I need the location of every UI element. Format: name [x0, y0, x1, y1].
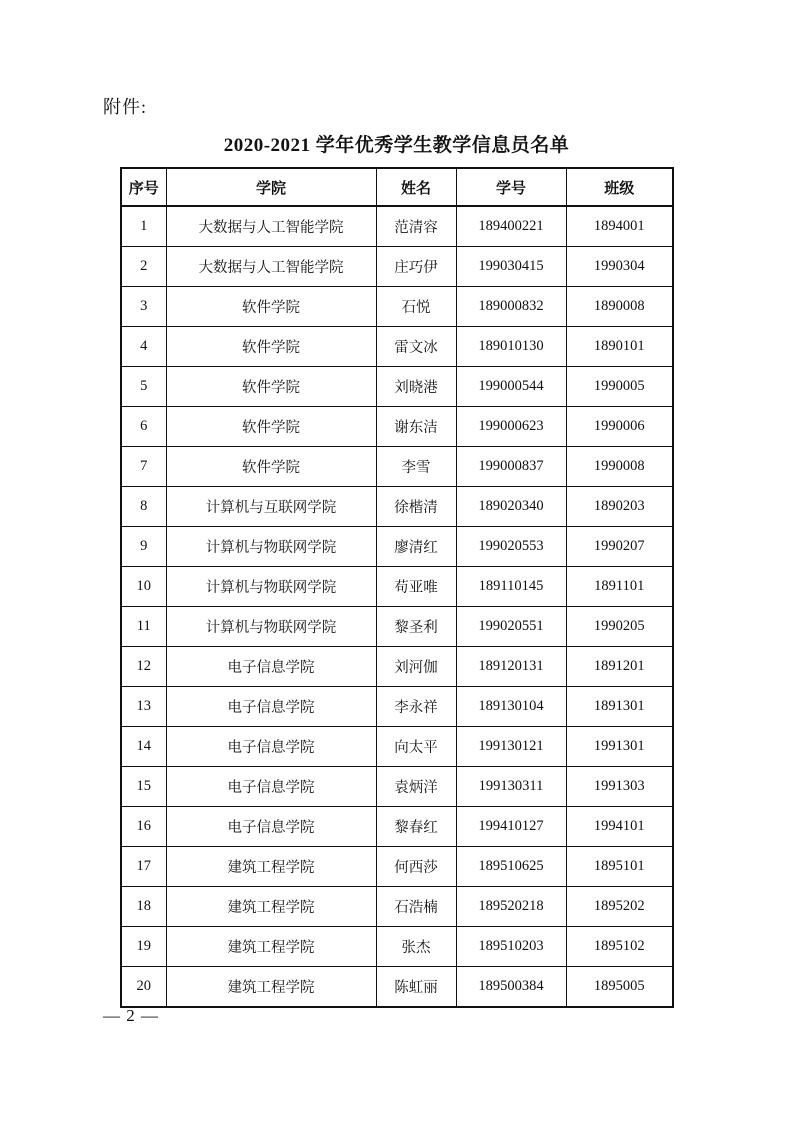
- cell-name: 李永祥: [376, 687, 456, 727]
- cell-student-id: 199130311: [456, 767, 566, 807]
- cell-name: 张杰: [376, 927, 456, 967]
- cell-no: 10: [121, 567, 166, 607]
- cell-student-id: 189110145: [456, 567, 566, 607]
- cell-class: 1895102: [566, 927, 673, 967]
- cell-no: 14: [121, 727, 166, 767]
- table-row: [121, 527, 673, 567]
- cell-college: 大数据与人工智能学院: [166, 206, 376, 247]
- cell-college: 电子信息学院: [166, 687, 376, 727]
- cell-college: 大数据与人工智能学院: [166, 247, 376, 287]
- cell-college: 软件学院: [166, 327, 376, 367]
- table-row: [121, 927, 673, 967]
- cell-name: 黎圣利: [376, 607, 456, 647]
- table-row: [121, 807, 673, 847]
- table-row: [121, 687, 673, 727]
- cell-class: 1891301: [566, 687, 673, 727]
- cell-student-id: 199000544: [456, 367, 566, 407]
- cell-no: 11: [121, 607, 166, 647]
- cell-class: 1990005: [566, 367, 673, 407]
- cell-no: 8: [121, 487, 166, 527]
- table-row: [121, 607, 673, 647]
- cell-name: 范清容: [376, 206, 456, 247]
- cell-student-id: 199000623: [456, 407, 566, 447]
- cell-class: 1991303: [566, 767, 673, 807]
- cell-student-id: 189000832: [456, 287, 566, 327]
- cell-no: 18: [121, 887, 166, 927]
- cell-name: 石悦: [376, 287, 456, 327]
- cell-no: 5: [121, 367, 166, 407]
- cell-name: 石浩楠: [376, 887, 456, 927]
- cell-student-id: 189120131: [456, 647, 566, 687]
- cell-student-id: 199020553: [456, 527, 566, 567]
- cell-college: 电子信息学院: [166, 647, 376, 687]
- cell-student-id: 189130104: [456, 687, 566, 727]
- cell-class: 1994101: [566, 807, 673, 847]
- cell-no: 2: [121, 247, 166, 287]
- cell-college: 计算机与物联网学院: [166, 567, 376, 607]
- cell-college: 建筑工程学院: [166, 967, 376, 1008]
- cell-student-id: 189400221: [456, 206, 566, 247]
- cell-class: 1895005: [566, 967, 673, 1008]
- cell-no: 9: [121, 527, 166, 567]
- cell-no: 20: [121, 967, 166, 1008]
- cell-college: 软件学院: [166, 367, 376, 407]
- table-row: [121, 407, 673, 447]
- roster-table: [120, 167, 674, 1008]
- cell-no: 16: [121, 807, 166, 847]
- table-row: [121, 287, 673, 327]
- cell-college: 软件学院: [166, 287, 376, 327]
- cell-student-id: 189010130: [456, 327, 566, 367]
- cell-name: 黎春红: [376, 807, 456, 847]
- cell-class: 1890008: [566, 287, 673, 327]
- cell-class: 1990205: [566, 607, 673, 647]
- cell-student-id: 189510203: [456, 927, 566, 967]
- cell-name: 陈虹丽: [376, 967, 456, 1008]
- cell-student-id: 199130121: [456, 727, 566, 767]
- header-class: 班级: [566, 168, 673, 206]
- cell-college: 计算机与互联网学院: [166, 487, 376, 527]
- cell-no: 6: [121, 407, 166, 447]
- table-row: [121, 206, 673, 247]
- cell-student-id: 199410127: [456, 807, 566, 847]
- cell-name: 刘河伽: [376, 647, 456, 687]
- cell-class: 1990207: [566, 527, 673, 567]
- cell-no: 15: [121, 767, 166, 807]
- cell-student-id: 199020551: [456, 607, 566, 647]
- page-number: — 2 —: [103, 1006, 159, 1025]
- cell-no: 17: [121, 847, 166, 887]
- cell-college: 电子信息学院: [166, 767, 376, 807]
- cell-class: 1895101: [566, 847, 673, 887]
- cell-no: 12: [121, 647, 166, 687]
- cell-no: 7: [121, 447, 166, 487]
- cell-college: 计算机与物联网学院: [166, 607, 376, 647]
- cell-student-id: 189520218: [456, 887, 566, 927]
- cell-college: 电子信息学院: [166, 807, 376, 847]
- header-no: 序号: [121, 168, 166, 206]
- cell-class: 1894001: [566, 206, 673, 247]
- cell-college: 建筑工程学院: [166, 847, 376, 887]
- cell-name: 庄巧伊: [376, 247, 456, 287]
- cell-college: 建筑工程学院: [166, 887, 376, 927]
- cell-no: 19: [121, 927, 166, 967]
- header-student-id: 学号: [456, 168, 566, 206]
- cell-name: 向太平: [376, 727, 456, 767]
- table-row: [121, 567, 673, 607]
- cell-college: 建筑工程学院: [166, 927, 376, 967]
- cell-name: 雷文冰: [376, 327, 456, 367]
- cell-class: 1990304: [566, 247, 673, 287]
- cell-class: 1891101: [566, 567, 673, 607]
- table-row: [121, 767, 673, 807]
- cell-name: 谢东洁: [376, 407, 456, 447]
- attachment-label: 附件:: [103, 97, 148, 117]
- cell-name: 苟亚唯: [376, 567, 456, 607]
- table-row: [121, 447, 673, 487]
- cell-class: 1890203: [566, 487, 673, 527]
- header-name: 姓名: [376, 168, 456, 206]
- cell-name: 徐楷清: [376, 487, 456, 527]
- header-college: 学院: [166, 168, 376, 206]
- cell-class: 1890101: [566, 327, 673, 367]
- cell-college: 计算机与物联网学院: [166, 527, 376, 567]
- table-row: [121, 327, 673, 367]
- cell-class: 1895202: [566, 887, 673, 927]
- table-row: [121, 967, 673, 1008]
- cell-no: 4: [121, 327, 166, 367]
- cell-class: 1990008: [566, 447, 673, 487]
- table-row: [121, 247, 673, 287]
- cell-student-id: 199000837: [456, 447, 566, 487]
- table-row: [121, 887, 673, 927]
- table-row: [121, 487, 673, 527]
- cell-college: 软件学院: [166, 447, 376, 487]
- cell-college: 软件学院: [166, 407, 376, 447]
- cell-no: 13: [121, 687, 166, 727]
- cell-no: 3: [121, 287, 166, 327]
- cell-name: 李雪: [376, 447, 456, 487]
- cell-name: 袁炳洋: [376, 767, 456, 807]
- cell-class: 1891201: [566, 647, 673, 687]
- cell-class: 1991301: [566, 727, 673, 767]
- cell-student-id: 189500384: [456, 967, 566, 1008]
- cell-student-id: 189510625: [456, 847, 566, 887]
- cell-student-id: 189020340: [456, 487, 566, 527]
- table-row: [121, 727, 673, 767]
- cell-student-id: 199030415: [456, 247, 566, 287]
- table-row: [121, 367, 673, 407]
- cell-name: 廖清红: [376, 527, 456, 567]
- cell-name: 何西莎: [376, 847, 456, 887]
- table-row: [121, 647, 673, 687]
- cell-college: 电子信息学院: [166, 727, 376, 767]
- cell-name: 刘晓港: [376, 367, 456, 407]
- page-title: 2020-2021 学年优秀学生教学信息员名单: [223, 135, 570, 156]
- cell-no: 1: [121, 206, 166, 247]
- cell-class: 1990006: [566, 407, 673, 447]
- table-row: [121, 847, 673, 887]
- table-header-row: [121, 168, 673, 206]
